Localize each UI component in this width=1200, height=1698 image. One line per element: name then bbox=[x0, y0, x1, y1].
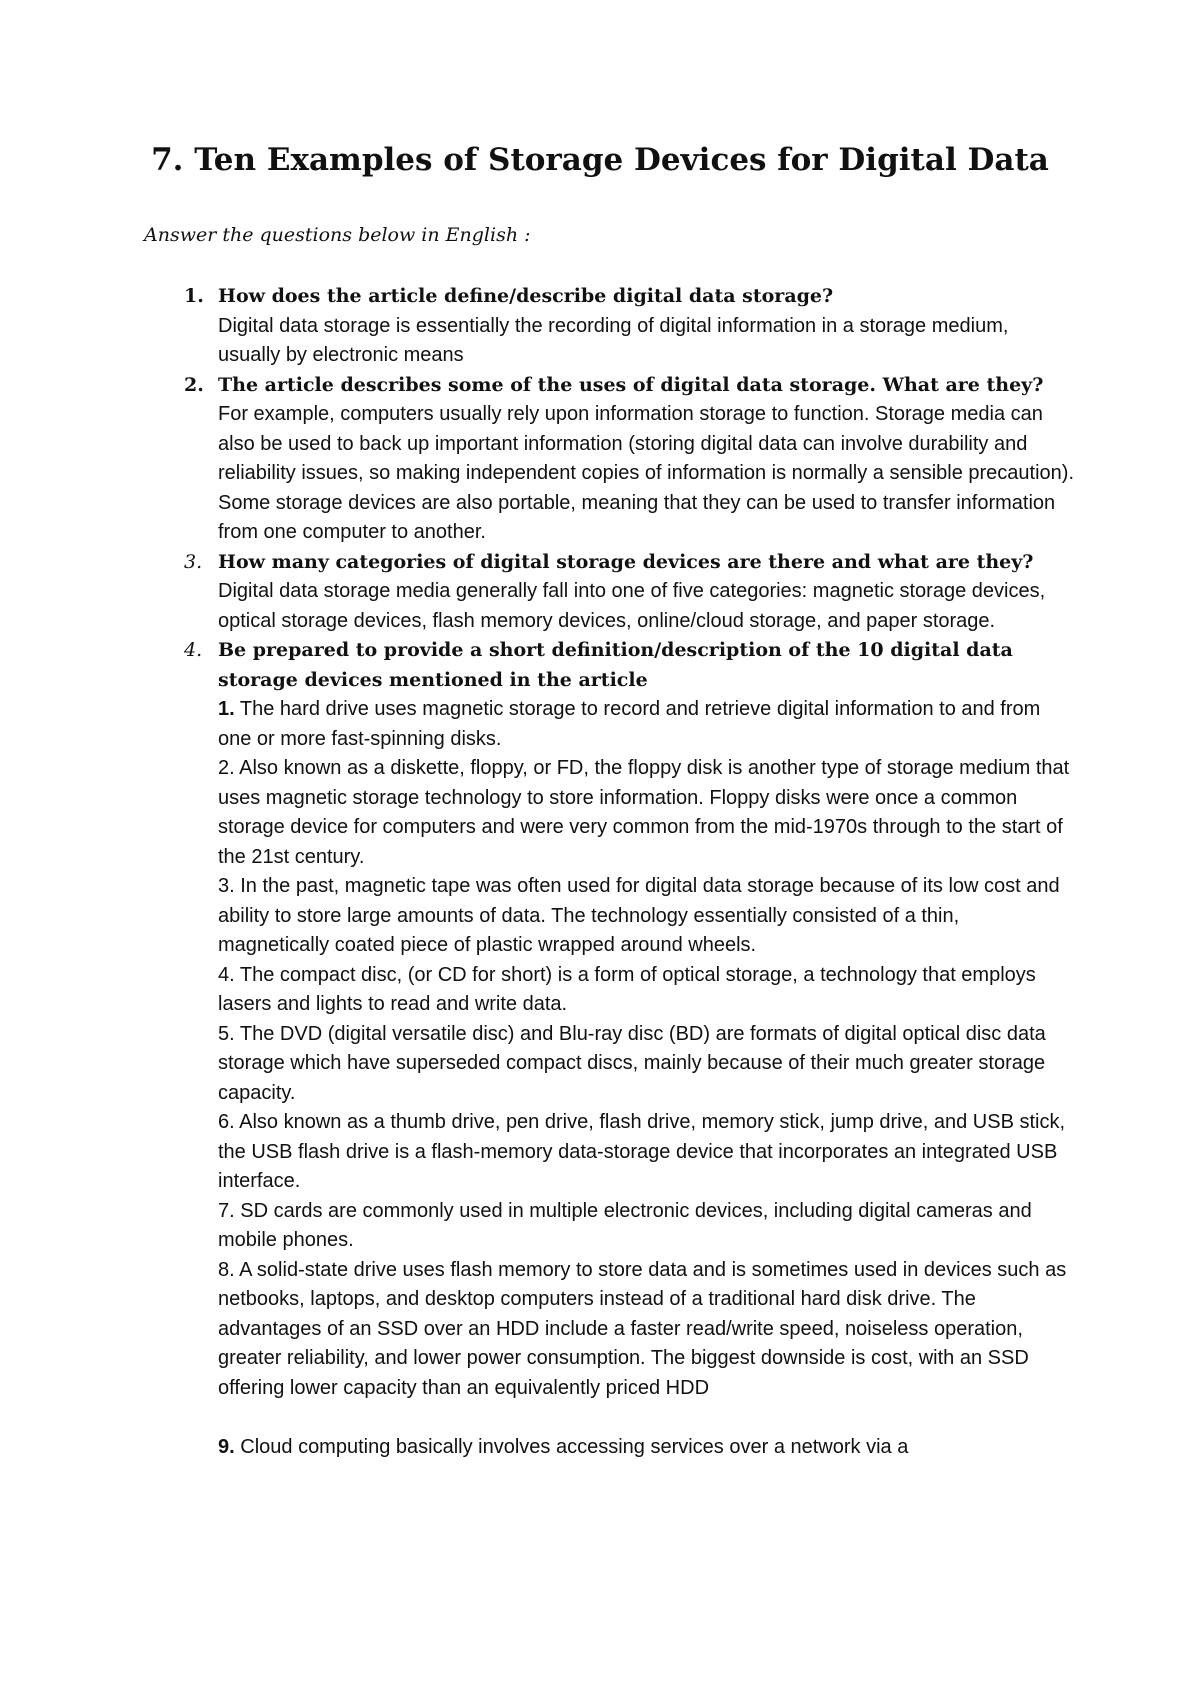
question-number: 3. bbox=[184, 550, 203, 573]
answer-text: For example, computers usually rely upon information storage to function. Storage media can also be used to back up important information (storing digital data can involve durability and reliability issues, so making independent copies of information is normally a sensible precaution). Some storage devices are also portable, meaning that they can be used to transfer information from one computer to another. bbox=[218, 403, 1074, 543]
device-item-text: A solid-state drive uses flash memory to store data and is sometimes used in devices such as netbooks, laptops, and desktop computers instead of a traditional hard disk drive. The advantages of an SSD over an HDD include a faster read/write speed, noiseless operation, greater reliability, and lower power consumption. The biggest downside is cost, with an SSD offering lower capacity than an equivalently priced HDD bbox=[218, 1258, 1067, 1399]
device-item-number: 8. bbox=[218, 1258, 235, 1281]
device-item-number: 4. bbox=[218, 963, 235, 986]
device-item bbox=[218, 1433, 1074, 1463]
page-title: 7. Ten Examples of Storage Devices for Digital Data bbox=[151, 142, 1049, 178]
device-item bbox=[218, 872, 1074, 961]
question-text: How does the article define/describe digital data storage? bbox=[218, 285, 834, 307]
question-text: Be prepared to provide a short definition/description of the 10 digital data storage devices mentioned in the article bbox=[218, 639, 1013, 691]
device-item-text: Also known as a thumb drive, pen drive, flash drive, memory stick, jump drive, and USB stick, the USB flash drive is a flash-memory data-storage device that incorporates an integrated USB interface. bbox=[218, 1111, 1066, 1192]
device-item-number: 3. bbox=[218, 875, 235, 897]
question-item-4 bbox=[144, 636, 1074, 1462]
question-list bbox=[144, 282, 1074, 1462]
answer-text: Digital data storage is essentially the recording of digital information in a storage medium, usually by electronic means bbox=[218, 314, 1009, 366]
device-item bbox=[218, 1256, 1074, 1404]
device-item bbox=[218, 1020, 1074, 1109]
question-text: The article describes some of the uses of digital data storage. What are they? bbox=[218, 373, 1044, 396]
device-item-text: Cloud computing basically involves accessing services over a network via a bbox=[240, 1435, 909, 1458]
device-item bbox=[218, 695, 1074, 754]
device-item-text: Also known as a diskette, floppy, or FD, the floppy disk is another type of storage medium that uses magnetic storage technology to store information. Floppy disks were once a common storage device for computers and were very common from the mid-1970s through to the start of the 21st century. bbox=[218, 757, 1070, 868]
answer-text: Digital data storage media generally fall into one of five categories: magnetic storage devices, optical storage devices, flash memory devices, online/cloud storage, and paper storage. bbox=[218, 580, 1046, 632]
question-text: How many categories of digital storage devices are there and what are they? bbox=[218, 550, 1034, 573]
device-item bbox=[218, 1108, 1074, 1197]
device-item-text: The hard drive uses magnetic storage to record and retrieve digital information to and from one or more fast-spinning disks. bbox=[218, 698, 1041, 750]
device-item-text: In the past, magnetic tape was often used for digital data storage because of its low cost and ability to store large amounts of data. The technology essentially consisted of a thin, magnetically coated piece of plastic wrapped around wheels. bbox=[218, 875, 1060, 956]
device-item-number: 7. bbox=[218, 1199, 235, 1222]
question-item-1 bbox=[144, 282, 1074, 371]
device-item-number: 6. bbox=[218, 1111, 235, 1133]
device-item-number: 2. bbox=[218, 757, 235, 779]
question-number: 4. bbox=[184, 639, 203, 661]
question-item-2 bbox=[144, 371, 1074, 548]
device-item-number: 9. bbox=[218, 1435, 235, 1458]
device-item-number: 1. bbox=[218, 698, 235, 720]
device-item bbox=[218, 961, 1074, 1020]
device-item-number: 5. bbox=[218, 1022, 235, 1045]
instruction-text: Answer the questions below in English : bbox=[144, 224, 531, 246]
device-item bbox=[218, 754, 1074, 872]
question-number: 1. bbox=[184, 285, 204, 307]
question-item-3 bbox=[144, 548, 1074, 637]
paragraph-gap bbox=[218, 1403, 1074, 1433]
device-item-text: The compact disc, (or CD for short) is a form of optical storage, a technology that employs lasers and lights to read and write data. bbox=[218, 963, 1036, 1015]
device-item bbox=[218, 1197, 1074, 1256]
question-number: 2. bbox=[184, 373, 204, 396]
device-item-text: The DVD (digital versatile disc) and Blu-ray disc (BD) are formats of digital optical disc data storage which have superseded compact discs, mainly because of their much greater storage capacity. bbox=[218, 1022, 1046, 1104]
device-item-text: SD cards are commonly used in multiple electronic devices, including digital cameras and mobile phones. bbox=[218, 1199, 1032, 1251]
